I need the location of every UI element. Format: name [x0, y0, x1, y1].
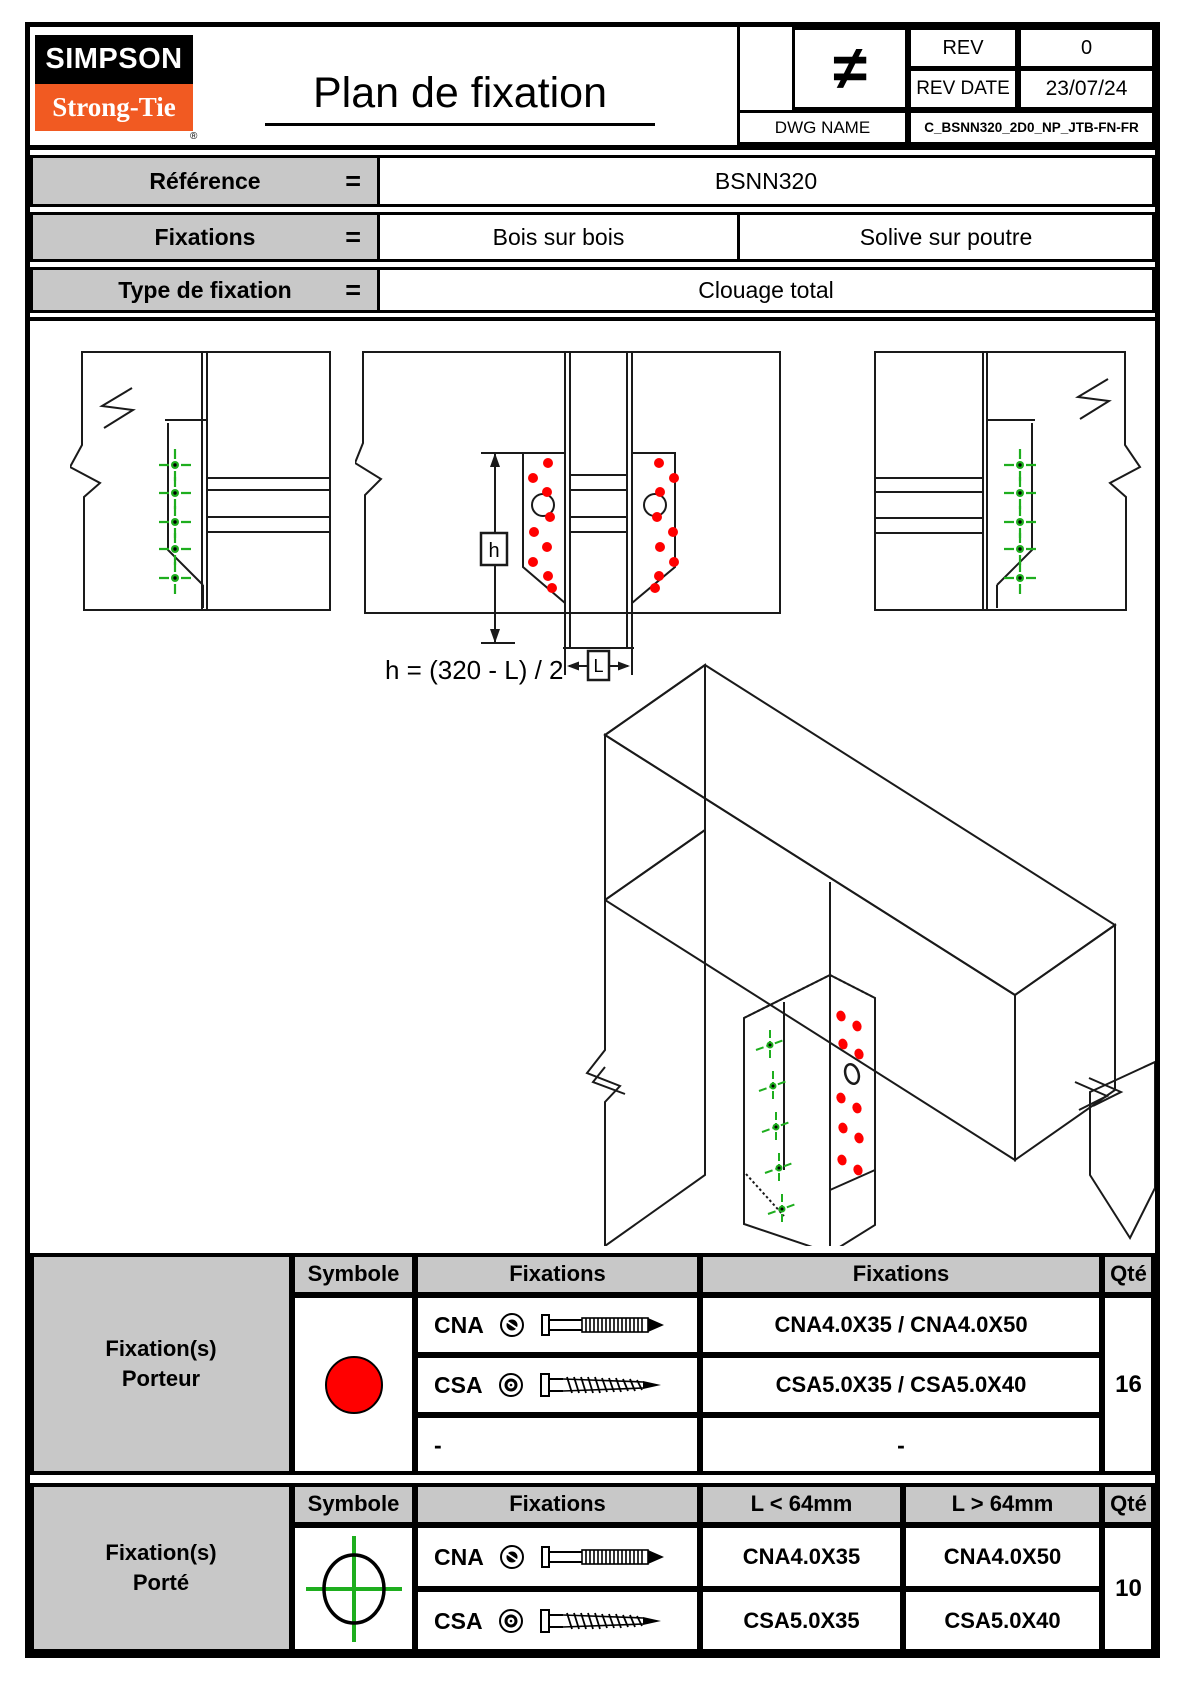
- rev-label: REV: [942, 36, 984, 59]
- porte-symbol-crosshair: [304, 1534, 404, 1644]
- porte-header-fixations: [415, 1483, 700, 1525]
- screw-icon: [539, 1372, 669, 1398]
- rev-value-cell: [1018, 27, 1155, 69]
- porte-row-cna-code: [415, 1525, 700, 1589]
- info-label-cell: [33, 158, 380, 204]
- dwg-value: C_BSNN320_2D0_NP_JTB-FN-FR: [924, 120, 1139, 135]
- info-label: Fixations: [154, 223, 256, 250]
- logo-simpson-text: SIMPSON: [45, 43, 183, 75]
- logo-strongtie: [35, 84, 193, 131]
- nail-icon: [540, 1544, 670, 1570]
- porteur-label-cell: [30, 1253, 292, 1475]
- info-value: Solive sur poutre: [859, 223, 1033, 250]
- screw-icon: [539, 1608, 669, 1634]
- header-separator: [30, 145, 1155, 150]
- info-label: Type de fixation: [118, 276, 292, 303]
- iso-right-member: [1075, 1062, 1155, 1238]
- fixation-code: CSA: [434, 1371, 483, 1398]
- fixation-code: CNA: [434, 1543, 484, 1570]
- view-side-left: [70, 345, 350, 635]
- porteur-row-cna-code: [415, 1295, 700, 1355]
- view-side-right: [820, 345, 1155, 635]
- fixation-ref: -: [897, 1431, 905, 1458]
- break-symbol: [1078, 379, 1109, 419]
- info-value: BSNN320: [714, 167, 818, 194]
- info-value-cell: [380, 215, 740, 259]
- porteur-header-qty: [1102, 1253, 1155, 1295]
- rev-label-cell: [908, 27, 1018, 69]
- dim-l-label: L: [593, 656, 604, 676]
- break-symbol: [102, 388, 133, 428]
- header-text: Fixations: [509, 1491, 606, 1516]
- formula-text: h = (320 - L) / 2: [385, 655, 564, 685]
- porte-label-line2: Porté: [132, 1570, 190, 1595]
- csa-head-icon: [497, 1607, 525, 1635]
- info-row-reference: [30, 155, 1155, 207]
- iso-view: [530, 630, 1155, 1246]
- porteur-row-cna-value: [700, 1295, 1102, 1355]
- hanger-hole: [843, 1062, 862, 1085]
- info-label-cell: [33, 270, 380, 310]
- fixation-code: CNA: [434, 1311, 484, 1338]
- porte-row-csa-code: [415, 1589, 700, 1653]
- csa-head-icon: [497, 1371, 525, 1399]
- iso-beam: [605, 665, 1115, 1160]
- porte-row-csa-gt: [903, 1589, 1102, 1653]
- equals-sign: =: [345, 165, 361, 196]
- revdate-value-cell: [1018, 68, 1155, 110]
- porte-symbol-cell: [292, 1525, 415, 1653]
- not-equal-symbol: [792, 27, 908, 110]
- porteur-qty-cell: [1102, 1295, 1155, 1475]
- revdate-label-cell: [908, 68, 1018, 110]
- info-value: Bois sur bois: [492, 223, 625, 250]
- porteur-label-line2: Porteur: [121, 1366, 201, 1391]
- page-title: Plan de fixation: [265, 69, 655, 126]
- fixation-code: -: [434, 1431, 442, 1458]
- porte-row-cna-lt: [700, 1525, 903, 1589]
- porteur-symbol-red-circle: [325, 1356, 383, 1414]
- porteur-symbol-cell: [292, 1295, 415, 1475]
- porte-qty-cell: [1102, 1525, 1155, 1653]
- porte-header-lt64: [700, 1483, 903, 1525]
- rev-value: 0: [1080, 36, 1093, 59]
- header-text: L < 64mm: [750, 1491, 853, 1516]
- hanger-profile: [165, 420, 207, 608]
- dwg-label: DWG NAME: [774, 117, 871, 137]
- dim-h-label: h: [488, 540, 500, 562]
- fixation-code: CSA: [434, 1607, 483, 1634]
- porteur-row-dash-value: [700, 1415, 1102, 1475]
- logo-registered-mark: ®: [190, 131, 198, 142]
- info-value-cell: [740, 215, 1152, 259]
- porteur-row-csa-value: [700, 1355, 1102, 1415]
- fixation-ref: CSA5.0X35: [743, 1608, 860, 1633]
- nail-icon: [540, 1312, 670, 1338]
- info-value-cell: [380, 158, 1152, 204]
- info-drawing-separator: [30, 317, 1155, 321]
- hanger-flange-right: [632, 453, 675, 603]
- porteur-row-csa-code: [415, 1355, 700, 1415]
- header-text: Fixations: [852, 1261, 950, 1286]
- logo-strongtie-text: Strong-Tie: [52, 92, 176, 122]
- equals-sign: =: [345, 221, 361, 252]
- header-text: Symbole: [307, 1261, 400, 1286]
- header-text: Qté: [1110, 1491, 1147, 1516]
- info-value: Clouage total: [698, 276, 834, 303]
- porteur-header-fixations2: [700, 1253, 1102, 1295]
- dwg-label-cell: [737, 110, 908, 145]
- porte-header-symbole: [292, 1483, 415, 1525]
- porte-row-csa-lt: [700, 1589, 903, 1653]
- revdate-value: 23/07/24: [1045, 77, 1128, 100]
- fixation-ref: CSA5.0X35 / CSA5.0X40: [775, 1372, 1027, 1397]
- info-row-fixations: [30, 212, 1155, 262]
- porteur-nails-red-dots: [835, 1009, 865, 1176]
- dwg-value-cell: [908, 110, 1155, 145]
- fixation-ref: CSA5.0X40: [944, 1608, 1061, 1633]
- fixation-ref: CNA4.0X50: [943, 1544, 1062, 1569]
- header-text: Qté: [1110, 1261, 1147, 1286]
- fixation-ref: CNA4.0X35 / CNA4.0X50: [774, 1312, 1028, 1337]
- hanger-profile: [987, 420, 1035, 608]
- porte-label-line1: Fixation(s): [105, 1540, 217, 1566]
- porte-header-gt64: [903, 1483, 1102, 1525]
- info-value-cell: [380, 270, 1152, 310]
- logo-simpson: [35, 35, 193, 84]
- neq-glyph: ≠: [832, 33, 868, 103]
- fixation-ref: CNA4.0X35: [742, 1544, 861, 1569]
- iso-hanger: [744, 975, 875, 1224]
- header-text: Fixations: [509, 1261, 606, 1286]
- porteur-label-line1: Fixation(s): [105, 1336, 217, 1362]
- info-label: Référence: [149, 167, 261, 194]
- equals-sign: =: [345, 274, 361, 305]
- porte-header-qty: [1102, 1483, 1155, 1525]
- porte-label-cell: [30, 1483, 292, 1653]
- revdate-label: REV DATE: [916, 78, 1010, 99]
- header-text: L > 64mm: [951, 1491, 1054, 1516]
- porteur-nails-red-dots: [528, 458, 679, 593]
- info-label-cell: [33, 215, 380, 259]
- header-text: Symbole: [307, 1491, 400, 1516]
- qty-value: 10: [1115, 1575, 1142, 1602]
- qty-value: 16: [1115, 1371, 1142, 1398]
- porteur-header-symbole: [292, 1253, 415, 1295]
- porteur-row-dash-code: [415, 1415, 700, 1475]
- cna-head-icon: [498, 1543, 526, 1571]
- sheet-frame: [25, 22, 1160, 1658]
- info-row-type: [30, 267, 1155, 313]
- dimension-h: [481, 453, 527, 643]
- iso-joist: [744, 882, 875, 1246]
- porte-row-cna-gt: [903, 1525, 1102, 1589]
- cna-head-icon: [498, 1311, 526, 1339]
- porteur-header-fixations1: [415, 1253, 700, 1295]
